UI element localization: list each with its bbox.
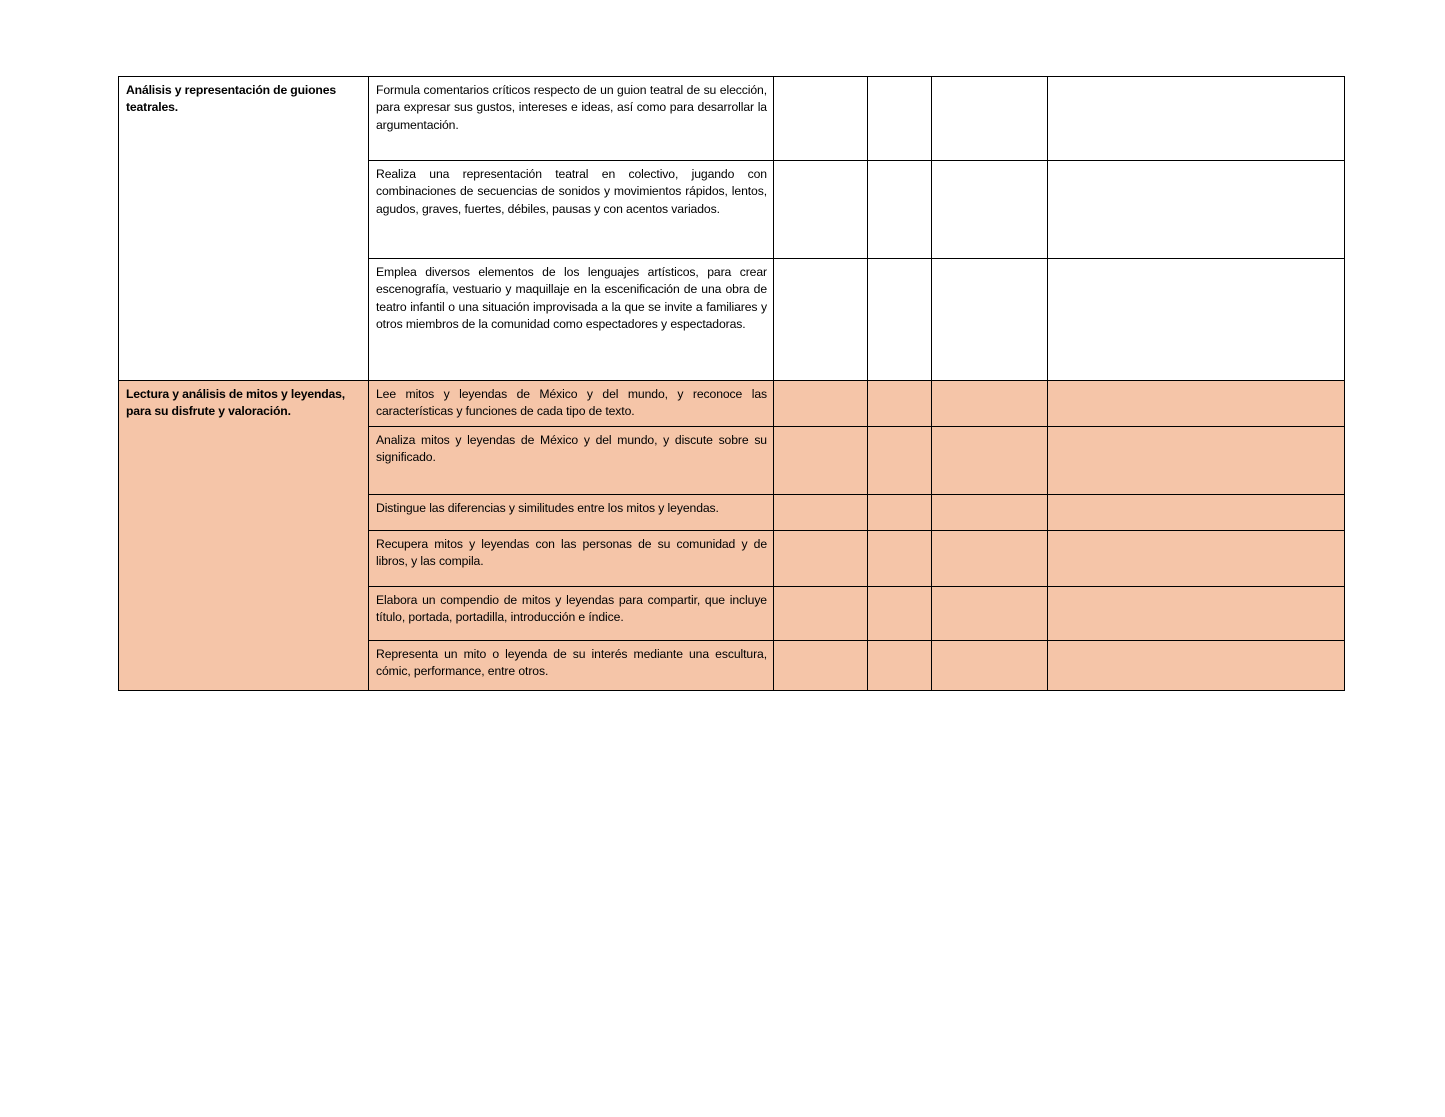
observaciones-cell[interactable] [1048, 427, 1345, 495]
observaciones-cell[interactable] [1048, 531, 1345, 587]
evaluacion-cell-3-value [939, 264, 1041, 265]
descriptor-cell: Distingue las diferencias y similitudes entre los mitos y leyendas. [369, 495, 774, 531]
evaluacion-cell-1[interactable] [774, 161, 868, 259]
evaluacion-cell-2-value [875, 592, 925, 593]
descriptor-cell: Formula comentarios críticos respecto de un guion teatral de su elección, para expresar sus gustos, intereses e ideas, así como para desarrollar la argumentación. [369, 77, 774, 161]
descriptor-cell: Representa un mito o leyenda de su interés mediante una escultura, cómic, performance, entre otros. [369, 641, 774, 691]
evaluacion-cell-2-value [875, 82, 925, 83]
observaciones-cell[interactable] [1048, 641, 1345, 691]
descriptor-cell: Lee mitos y leyendas de México y del mundo, y reconoce las características y funciones de cada tipo de texto. [369, 381, 774, 427]
evaluacion-cell-1[interactable] [774, 495, 868, 531]
evaluacion-cell-3-value [939, 166, 1041, 167]
rubric-table [118, 76, 1345, 691]
evaluacion-cell-3-value [939, 592, 1041, 593]
evaluacion-cell-1[interactable] [774, 587, 868, 641]
evaluacion-cell-2-value [875, 432, 925, 433]
contenido-cell: Análisis y representación de guiones teatrales. [119, 77, 369, 381]
evaluacion-cell-3[interactable] [932, 427, 1048, 495]
evaluacion-cell-2[interactable] [868, 495, 932, 531]
observaciones-cell-value [1055, 536, 1338, 537]
evaluacion-cell-3[interactable] [932, 259, 1048, 381]
evaluacion-cell-3-value [939, 432, 1041, 433]
evaluacion-cell-2[interactable] [868, 587, 932, 641]
table-row [119, 77, 1345, 161]
evaluacion-cell-3[interactable] [932, 77, 1048, 161]
evaluacion-cell-1-value [781, 432, 861, 433]
evaluacion-cell-1-value [781, 536, 861, 537]
evaluacion-cell-2-value [875, 386, 925, 387]
observaciones-cell-value [1055, 82, 1338, 83]
evaluacion-cell-1[interactable] [774, 427, 868, 495]
evaluacion-cell-3-value [939, 646, 1041, 647]
evaluacion-cell-2[interactable] [868, 427, 932, 495]
observaciones-cell-value [1055, 386, 1338, 387]
observaciones-cell[interactable] [1048, 77, 1345, 161]
observaciones-cell[interactable] [1048, 587, 1345, 641]
evaluacion-cell-2-value [875, 264, 925, 265]
evaluacion-cell-3[interactable] [932, 531, 1048, 587]
evaluacion-cell-1[interactable] [774, 77, 868, 161]
observaciones-cell-value [1055, 264, 1338, 265]
evaluacion-cell-1-value [781, 592, 861, 593]
evaluacion-cell-3[interactable] [932, 381, 1048, 427]
evaluacion-cell-1[interactable] [774, 531, 868, 587]
rubric-table-container [118, 76, 1344, 691]
evaluacion-cell-3-value [939, 536, 1041, 537]
evaluacion-cell-3[interactable] [932, 495, 1048, 531]
evaluacion-cell-1-value [781, 82, 861, 83]
evaluacion-cell-1-value [781, 264, 861, 265]
evaluacion-cell-1-value [781, 386, 861, 387]
observaciones-cell[interactable] [1048, 381, 1345, 427]
descriptor-cell: Realiza una representación teatral en colectivo, jugando con combinaciones de secuencias de sonidos y movimientos rápidos, lentos, agudos, graves, fuertes, débiles, pausas y con acentos variados. [369, 161, 774, 259]
evaluacion-cell-1[interactable] [774, 259, 868, 381]
evaluacion-cell-1-value [781, 500, 861, 501]
observaciones-cell-value [1055, 592, 1338, 593]
evaluacion-cell-3[interactable] [932, 587, 1048, 641]
observaciones-cell-value [1055, 500, 1338, 501]
descriptor-cell: Elabora un compendio de mitos y leyendas para compartir, que incluye título, portada, portadilla, introducción e índice. [369, 587, 774, 641]
evaluacion-cell-2[interactable] [868, 259, 932, 381]
observaciones-cell-value [1055, 646, 1338, 647]
evaluacion-cell-2[interactable] [868, 531, 932, 587]
descriptor-cell: Emplea diversos elementos de los lenguajes artísticos, para crear escenografía, vestuario y maquillaje en la escenificación de una obra de teatro infantil o una situación improvisada a la que se invite a familiares y otros miembros de la comunidad como espectadores y espectadoras. [369, 259, 774, 381]
observaciones-cell-value [1055, 432, 1338, 433]
evaluacion-cell-2[interactable] [868, 161, 932, 259]
evaluacion-cell-2[interactable] [868, 77, 932, 161]
evaluacion-cell-3-value [939, 386, 1041, 387]
evaluacion-cell-2[interactable] [868, 381, 932, 427]
table-row [119, 381, 1345, 427]
evaluacion-cell-2-value [875, 646, 925, 647]
evaluacion-cell-1-value [781, 646, 861, 647]
evaluacion-cell-3[interactable] [932, 161, 1048, 259]
descriptor-cell: Recupera mitos y leyendas con las personas de su comunidad y de libros, y las compila. [369, 531, 774, 587]
evaluacion-cell-2-value [875, 536, 925, 537]
evaluacion-cell-2-value [875, 166, 925, 167]
evaluacion-cell-3-value [939, 500, 1041, 501]
evaluacion-cell-2-value [875, 500, 925, 501]
contenido-cell: Lectura y análisis de mitos y leyendas, para su disfrute y valoración. [119, 381, 369, 691]
observaciones-cell[interactable] [1048, 259, 1345, 381]
evaluacion-cell-3-value [939, 82, 1041, 83]
observaciones-cell[interactable] [1048, 495, 1345, 531]
evaluacion-cell-1-value [781, 166, 861, 167]
evaluacion-cell-2[interactable] [868, 641, 932, 691]
observaciones-cell[interactable] [1048, 161, 1345, 259]
observaciones-cell-value [1055, 166, 1338, 167]
evaluacion-cell-1[interactable] [774, 381, 868, 427]
evaluacion-cell-1[interactable] [774, 641, 868, 691]
evaluacion-cell-3[interactable] [932, 641, 1048, 691]
rubric-table-body [119, 77, 1345, 691]
descriptor-cell: Analiza mitos y leyendas de México y del mundo, y discute sobre su significado. [369, 427, 774, 495]
